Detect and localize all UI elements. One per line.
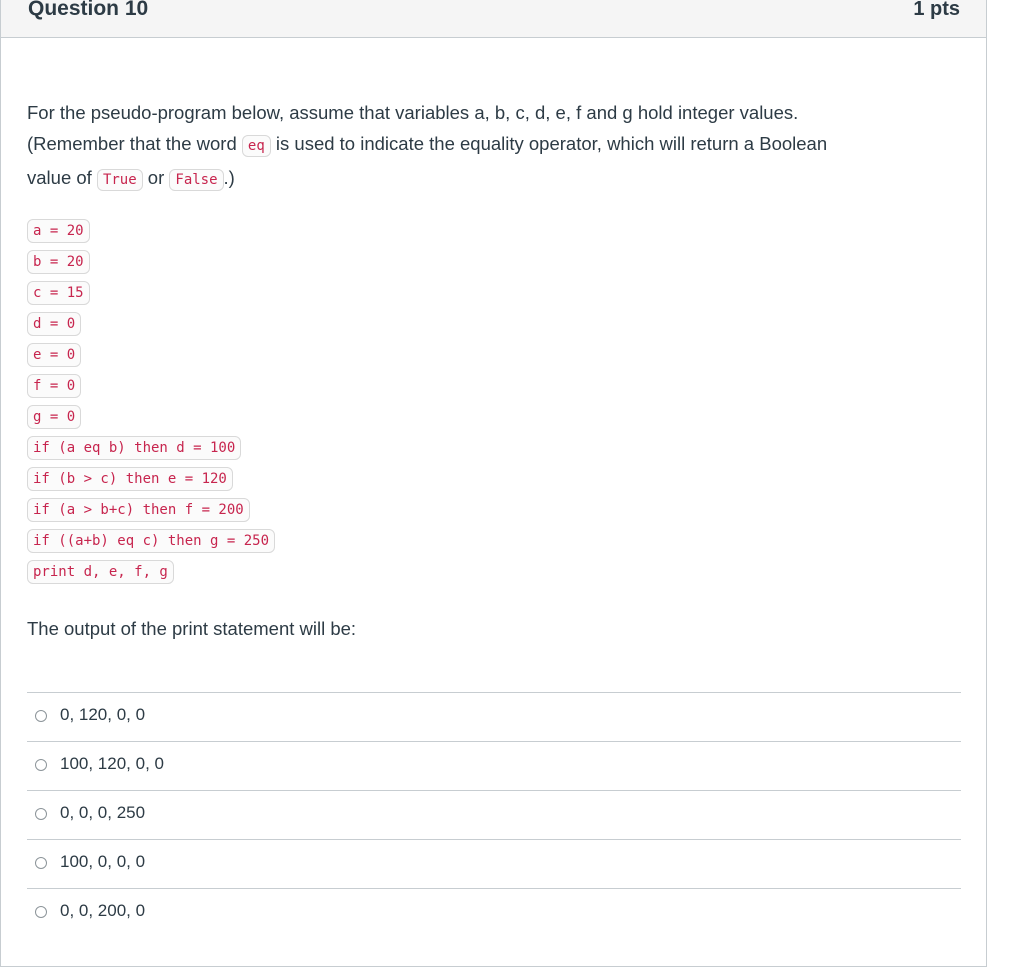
prompt-text: is used to indicate the equality operator, which will return a Boolean (270, 133, 828, 154)
inline-code-false: False (169, 169, 223, 191)
answer-label[interactable]: 0, 120, 0, 0 (60, 705, 146, 724)
inline-code-true: True (97, 169, 143, 191)
answer-label[interactable]: 0, 0, 200, 0 (60, 901, 146, 920)
prompt-text: .) (223, 167, 235, 188)
code-line: g = 0 (27, 405, 81, 429)
code-line: c = 15 (27, 281, 90, 305)
code-line: f = 0 (27, 374, 81, 398)
question-title: Question 10 (28, 0, 149, 20)
answer-list (27, 692, 961, 937)
answer-option[interactable] (27, 741, 961, 790)
code-line: b = 20 (27, 250, 90, 274)
answer-label[interactable]: 100, 0, 0, 0 (60, 852, 146, 871)
code-line: e = 0 (27, 343, 81, 367)
code-line: if (b > c) then e = 120 (27, 467, 233, 491)
code-line: a = 20 (27, 219, 90, 243)
answer-option[interactable] (27, 839, 961, 888)
output-label: The output of the print statement will be: (27, 618, 357, 639)
inline-code-eq: eq (242, 135, 271, 157)
radio-button[interactable] (35, 759, 47, 771)
answer-label[interactable]: 0, 0, 0, 250 (60, 803, 146, 822)
question-header (1, 0, 986, 38)
code-line: print d, e, f, g (27, 560, 174, 584)
code-line: if ((a+b) eq c) then g = 250 (27, 529, 275, 553)
code-block (27, 219, 275, 591)
code-line: if (a eq b) then d = 100 (27, 436, 241, 460)
radio-button[interactable] (35, 808, 47, 820)
question-prompt (27, 97, 927, 196)
answer-label[interactable]: 100, 120, 0, 0 (60, 754, 164, 773)
prompt-text: For the pseudo-program below, assume that variables a, b, c, d, e, f and g hold integer values. (27, 102, 799, 123)
prompt-text: (Remember that the word (27, 133, 242, 154)
radio-button[interactable] (35, 857, 47, 869)
question-points: 1 pts (913, 0, 960, 20)
code-line: if (a > b+c) then f = 200 (27, 498, 250, 522)
answer-option[interactable] (27, 692, 961, 741)
prompt-text: value of (27, 167, 97, 188)
radio-button[interactable] (35, 710, 47, 722)
radio-button[interactable] (35, 906, 47, 918)
code-line: d = 0 (27, 312, 81, 336)
prompt-text: or (142, 167, 170, 188)
answer-option[interactable] (27, 790, 961, 839)
answer-option[interactable] (27, 888, 961, 937)
